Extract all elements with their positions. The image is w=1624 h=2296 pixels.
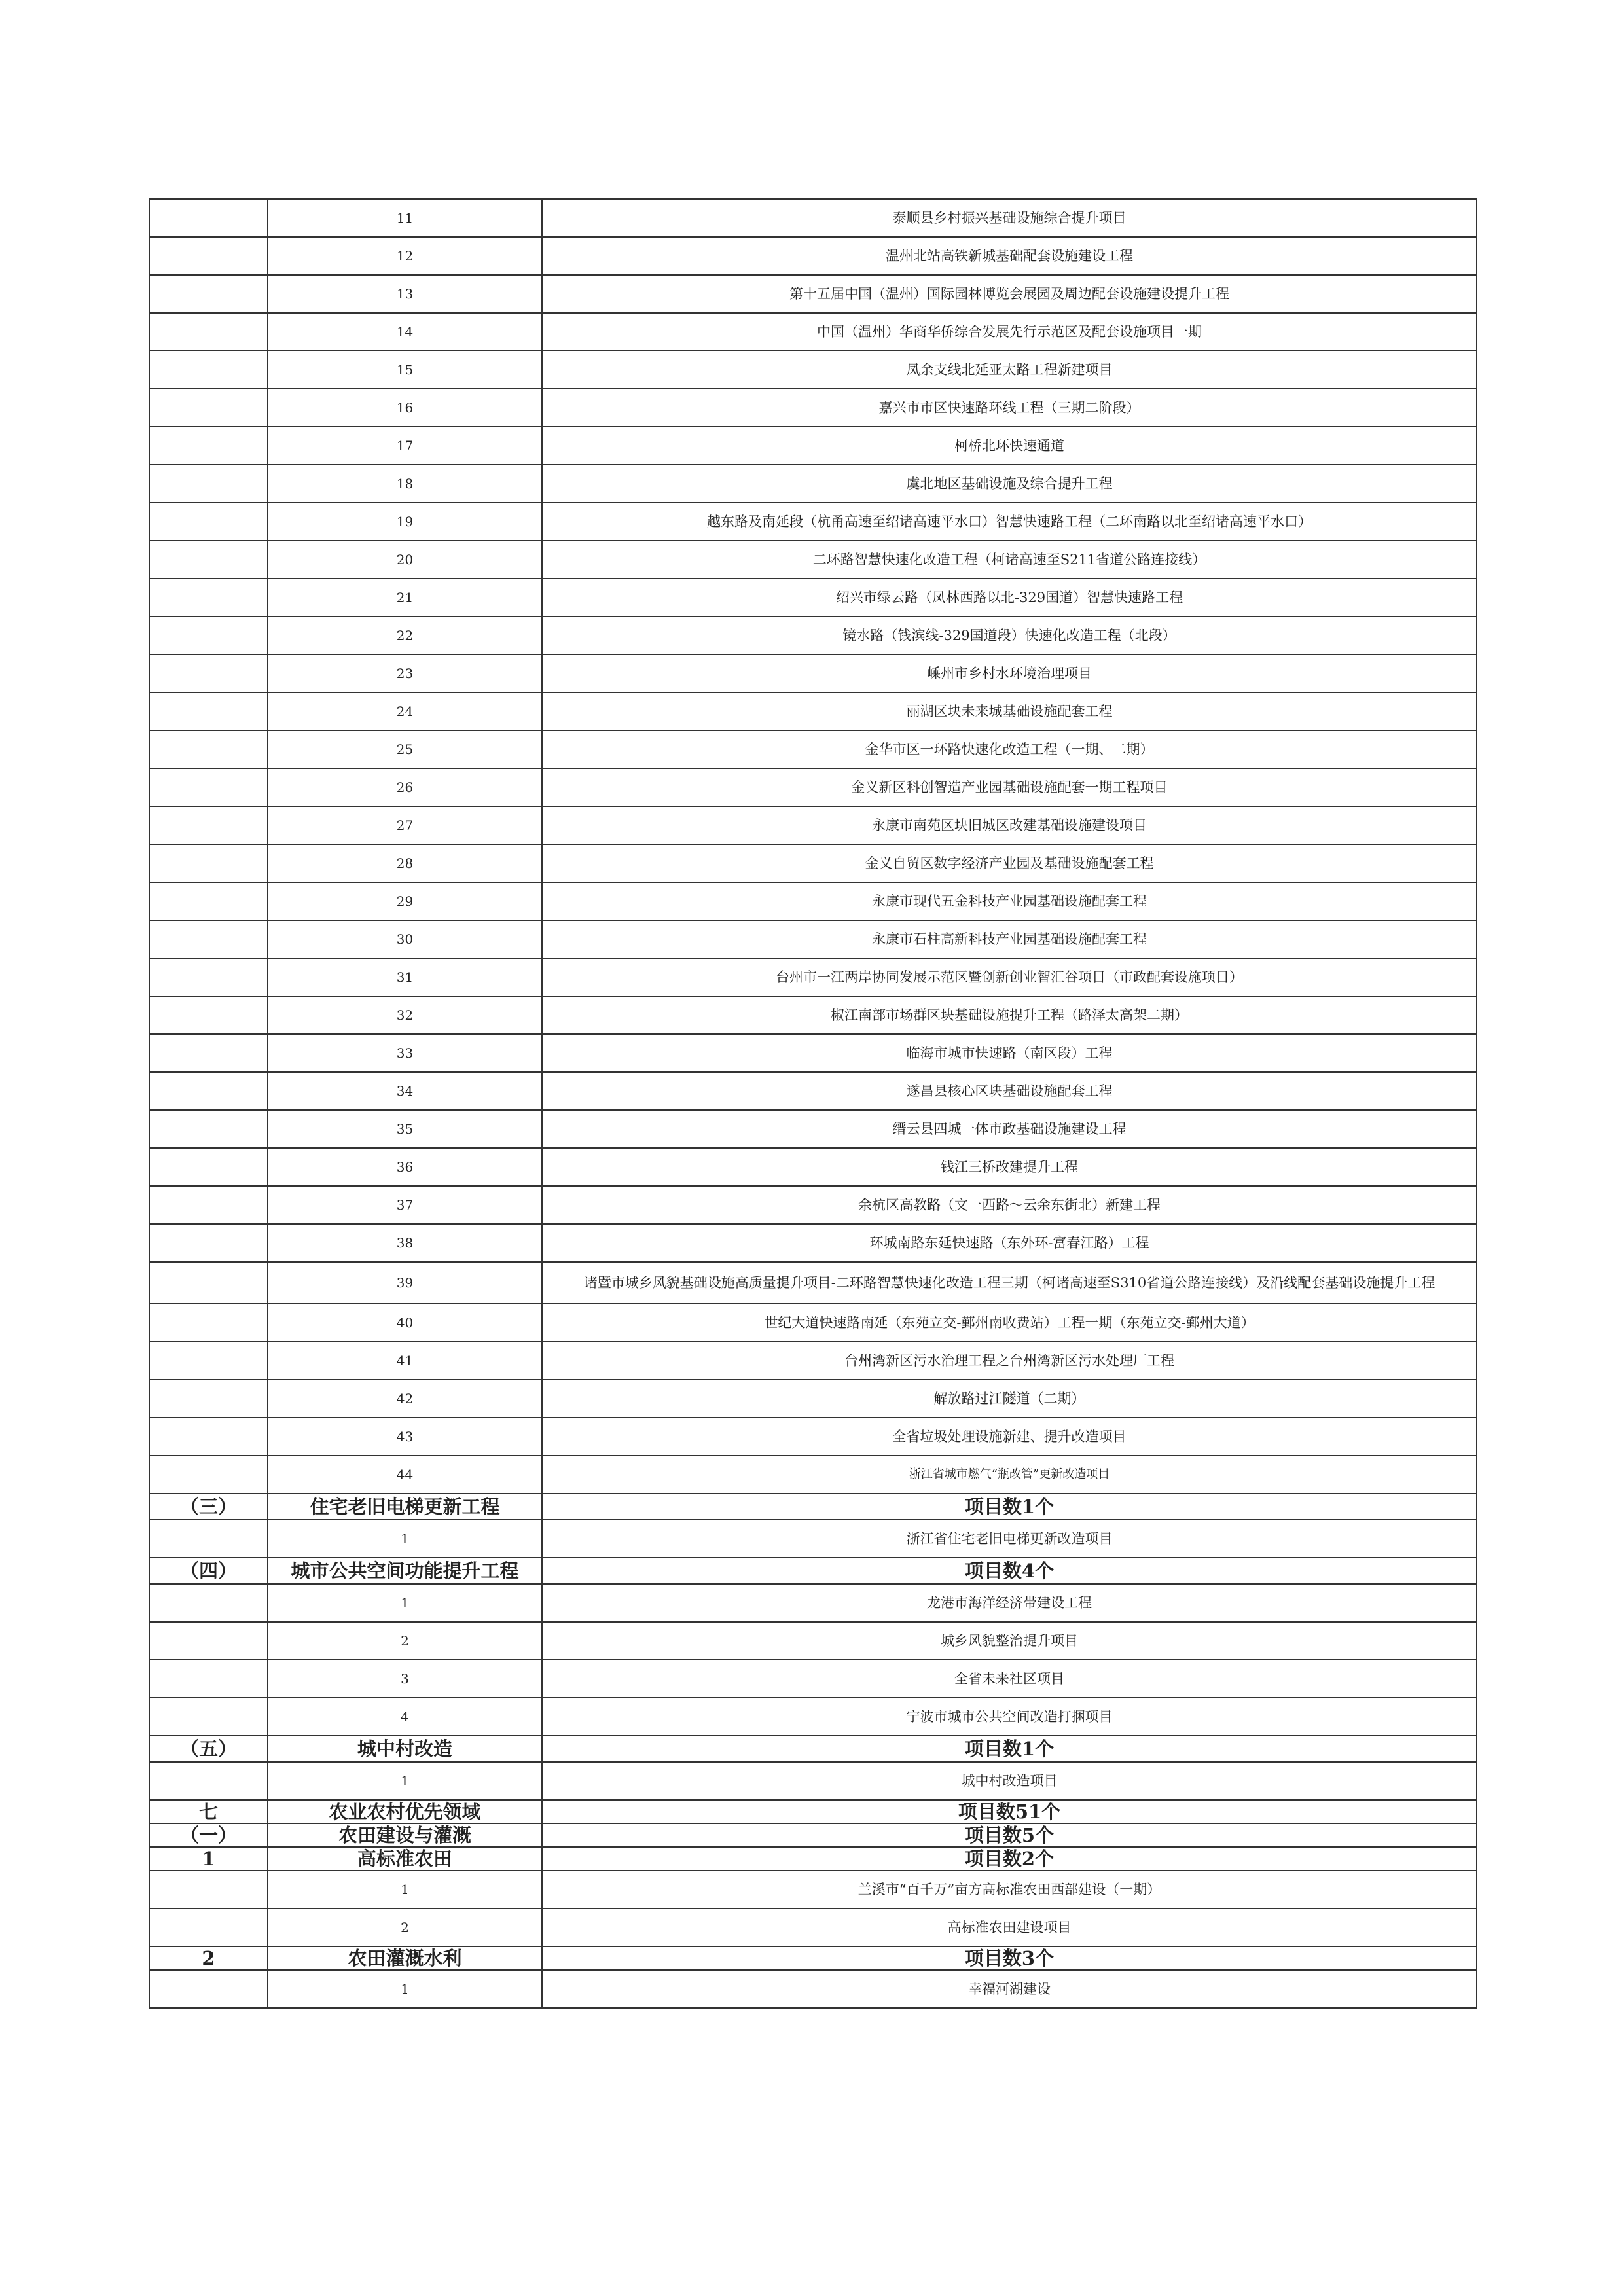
project-name: 解放路过江隧道（二期）: [542, 1380, 1477, 1418]
project-number: 28: [268, 844, 542, 882]
project-number: 17: [268, 427, 542, 465]
project-row: [149, 427, 1477, 465]
project-number: 11: [268, 199, 542, 237]
category-code: （三）: [149, 1494, 268, 1520]
project-name: 二环路智慧快速化改造工程（柯诸高速至S211省道公路连接线）: [542, 541, 1477, 579]
project-name: 嘉兴市市区快速路环线工程（三期二阶段）: [542, 389, 1477, 427]
category-code-cell: [149, 579, 268, 617]
project-row: [149, 1072, 1477, 1110]
project-name: 丽湖区块未来城基础设施配套工程: [542, 692, 1477, 730]
category-code-cell: [149, 655, 268, 692]
project-number: 1: [268, 1584, 542, 1622]
project-number: 34: [268, 1072, 542, 1110]
project-row: [149, 958, 1477, 996]
category-title: 高标准农田: [268, 1847, 542, 1871]
category-code-cell: [149, 1584, 268, 1622]
project-number: 19: [268, 503, 542, 541]
category-code-cell: [149, 996, 268, 1034]
project-name: 兰溪市“百千万”亩方高标准农田西部建设（一期）: [542, 1871, 1477, 1909]
project-name: 高标准农田建设项目: [542, 1909, 1477, 1946]
category-code: 2: [149, 1946, 268, 1970]
category-code-cell: [149, 1262, 268, 1304]
project-number: 38: [268, 1224, 542, 1262]
category-header-row: [149, 1736, 1477, 1762]
project-name: 城乡风貌整治提升项目: [542, 1622, 1477, 1660]
project-name: 台州湾新区污水治理工程之台州湾新区污水处理厂工程: [542, 1342, 1477, 1380]
project-number: 21: [268, 579, 542, 617]
project-name: 遂昌县核心区块基础设施配套工程: [542, 1072, 1477, 1110]
category-code-cell: [149, 465, 268, 503]
category-header-row: [149, 1558, 1477, 1584]
project-name: 泰顺县乡村振兴基础设施综合提升项目: [542, 199, 1477, 237]
project-number: 16: [268, 389, 542, 427]
project-number: 39: [268, 1262, 542, 1304]
project-row: [149, 996, 1477, 1034]
project-number: 40: [268, 1304, 542, 1342]
category-code-cell: [149, 1909, 268, 1946]
project-row: [149, 1148, 1477, 1186]
project-name: 宁波市城市公共空间改造打捆项目: [542, 1698, 1477, 1736]
project-name: 第十五届中国（温州）国际园林博览会展园及周边配套设施建设提升工程: [542, 275, 1477, 313]
project-number: 3: [268, 1660, 542, 1698]
project-row: [149, 617, 1477, 655]
category-code-cell: [149, 541, 268, 579]
project-number: 37: [268, 1186, 542, 1224]
project-row: [149, 199, 1477, 237]
project-number: 1: [268, 1970, 542, 2008]
project-name: 金义新区科创智造产业园基础设施配套一期工程项目: [542, 768, 1477, 806]
category-code-cell: [149, 692, 268, 730]
project-count: 项目数51个: [542, 1800, 1477, 1823]
project-name: 浙江省住宅老旧电梯更新改造项目: [542, 1520, 1477, 1558]
project-number: 23: [268, 655, 542, 692]
category-code-cell: [149, 920, 268, 958]
category-code-cell: [149, 389, 268, 427]
category-code-cell: [149, 351, 268, 389]
project-name: 钱江三桥改建提升工程: [542, 1148, 1477, 1186]
category-code-cell: [149, 503, 268, 541]
category-code: 七: [149, 1800, 268, 1823]
project-number: 42: [268, 1380, 542, 1418]
project-number: 13: [268, 275, 542, 313]
project-table-body: [149, 199, 1477, 2008]
project-number: 44: [268, 1456, 542, 1494]
project-row: [149, 1224, 1477, 1262]
project-number: 1: [268, 1871, 542, 1909]
project-name: 世纪大道快速路南延（东苑立交-鄞州南收费站）工程一期（东苑立交-鄞州大道）: [542, 1304, 1477, 1342]
category-header-row: [149, 1946, 1477, 1970]
project-table: [149, 198, 1477, 2009]
project-name: 虞北地区基础设施及综合提升工程: [542, 465, 1477, 503]
project-name: 临海市城市快速路（南区段）工程: [542, 1034, 1477, 1072]
project-row: [149, 844, 1477, 882]
project-number: 15: [268, 351, 542, 389]
project-row: [149, 1762, 1477, 1800]
project-count: 项目数3个: [542, 1946, 1477, 1970]
project-number: 27: [268, 806, 542, 844]
project-name: 镜水路（钱滨线-329国道段）快速化改造工程（北段）: [542, 617, 1477, 655]
project-row: [149, 237, 1477, 275]
project-row: [149, 920, 1477, 958]
project-number: 32: [268, 996, 542, 1034]
project-name: 全省未来社区项目: [542, 1660, 1477, 1698]
project-row: [149, 1262, 1477, 1304]
project-row: [149, 730, 1477, 768]
category-title: 农业农村优先领域: [268, 1800, 542, 1823]
category-code-cell: [149, 806, 268, 844]
project-row: [149, 1380, 1477, 1418]
project-table-page: [149, 198, 1476, 2009]
project-name: 绍兴市绿云路（凤林西路以北-329国道）智慧快速路工程: [542, 579, 1477, 617]
project-name: 金义自贸区数字经济产业园及基础设施配套工程: [542, 844, 1477, 882]
project-row: [149, 1660, 1477, 1698]
project-name: 全省垃圾处理设施新建、提升改造项目: [542, 1418, 1477, 1456]
project-name: 永康市石柱高新科技产业园基础设施配套工程: [542, 920, 1477, 958]
project-name: 龙港市海洋经济带建设工程: [542, 1584, 1477, 1622]
project-number: 25: [268, 730, 542, 768]
category-code-cell: [149, 1456, 268, 1494]
category-header-row: [149, 1800, 1477, 1823]
project-count: 项目数1个: [542, 1736, 1477, 1762]
project-name: 嵊州市乡村水环境治理项目: [542, 655, 1477, 692]
project-name: 金华市区一环路快速化改造工程（一期、二期）: [542, 730, 1477, 768]
project-name: 凤余支线北延亚太路工程新建项目: [542, 351, 1477, 389]
project-row: [149, 692, 1477, 730]
category-code-cell: [149, 313, 268, 351]
category-code: （一）: [149, 1823, 268, 1847]
category-code-cell: [149, 768, 268, 806]
project-row: [149, 1698, 1477, 1736]
category-title: 农田灌溉水利: [268, 1946, 542, 1970]
project-name: 城中村改造项目: [542, 1762, 1477, 1800]
project-name: 中国（温州）华商华侨综合发展先行示范区及配套设施项目一期: [542, 313, 1477, 351]
category-code-cell: [149, 1622, 268, 1660]
category-code-cell: [149, 617, 268, 655]
project-count: 项目数4个: [542, 1558, 1477, 1584]
project-number: 22: [268, 617, 542, 655]
project-row: [149, 1456, 1477, 1494]
category-code-cell: [149, 199, 268, 237]
project-number: 24: [268, 692, 542, 730]
category-code-cell: [149, 730, 268, 768]
project-number: 18: [268, 465, 542, 503]
category-header-row: [149, 1494, 1477, 1520]
project-row: [149, 541, 1477, 579]
category-code-cell: [149, 275, 268, 313]
project-number: 31: [268, 958, 542, 996]
project-row: [149, 275, 1477, 313]
project-row: [149, 351, 1477, 389]
project-number: 1: [268, 1762, 542, 1800]
category-code-cell: [149, 1698, 268, 1736]
project-name: 永康市南苑区块旧城区改建基础设施建设项目: [542, 806, 1477, 844]
project-count: 项目数2个: [542, 1847, 1477, 1871]
project-name: 椒江南部市场群区块基础设施提升工程（路泽太高架二期）: [542, 996, 1477, 1034]
category-code-cell: [149, 237, 268, 275]
project-name: 浙江省城市燃气“瓶改管”更新改造项目: [542, 1456, 1477, 1494]
project-number: 41: [268, 1342, 542, 1380]
project-name: 缙云县四城一体市政基础设施建设工程: [542, 1110, 1477, 1148]
project-row: [149, 1622, 1477, 1660]
project-row: [149, 768, 1477, 806]
category-code-cell: [149, 1072, 268, 1110]
category-code-cell: [149, 1871, 268, 1909]
project-row: [149, 1186, 1477, 1224]
project-row: [149, 655, 1477, 692]
project-number: 12: [268, 237, 542, 275]
category-code-cell: [149, 958, 268, 996]
project-number: 36: [268, 1148, 542, 1186]
project-number: 2: [268, 1622, 542, 1660]
category-code-cell: [149, 1970, 268, 2008]
category-code-cell: [149, 1660, 268, 1698]
project-number: 2: [268, 1909, 542, 1946]
project-name: 柯桥北环快速通道: [542, 427, 1477, 465]
project-row: [149, 806, 1477, 844]
category-code-cell: [149, 1034, 268, 1072]
project-number: 14: [268, 313, 542, 351]
project-row: [149, 503, 1477, 541]
project-row: [149, 1110, 1477, 1148]
project-name: 越东路及南延段（杭甬高速至绍诸高速平水口）智慧快速路工程（二环南路以北至绍诸高速平水口）: [542, 503, 1477, 541]
category-code-cell: [149, 1148, 268, 1186]
project-number: 43: [268, 1418, 542, 1456]
project-row: [149, 579, 1477, 617]
category-code: （四）: [149, 1558, 268, 1584]
project-name: 环城南路东延快速路（东外环-富春江路）工程: [542, 1224, 1477, 1262]
project-name: 幸福河湖建设: [542, 1970, 1477, 2008]
project-number: 1: [268, 1520, 542, 1558]
category-title: 农田建设与灌溉: [268, 1823, 542, 1847]
project-number: 33: [268, 1034, 542, 1072]
category-header-row: [149, 1847, 1477, 1871]
category-code-cell: [149, 1186, 268, 1224]
category-code-cell: [149, 427, 268, 465]
project-number: 35: [268, 1110, 542, 1148]
project-row: [149, 465, 1477, 503]
project-row: [149, 1034, 1477, 1072]
project-row: [149, 882, 1477, 920]
category-code-cell: [149, 1110, 268, 1148]
category-code: （五）: [149, 1736, 268, 1762]
category-code-cell: [149, 1762, 268, 1800]
project-row: [149, 1418, 1477, 1456]
project-row: [149, 389, 1477, 427]
project-name: 余杭区高教路（文一西路～云余东街北）新建工程: [542, 1186, 1477, 1224]
project-name: 诸暨市城乡风貌基础设施高质量提升项目-二环路智慧快速化改造工程三期（柯诸高速至S310省道公路连接线）及沿线配套基础设施提升工程: [542, 1262, 1477, 1304]
category-code-cell: [149, 1304, 268, 1342]
project-count: 项目数5个: [542, 1823, 1477, 1847]
project-row: [149, 1909, 1477, 1946]
project-number: 30: [268, 920, 542, 958]
project-name: 台州市一江两岸协同发展示范区暨创新创业智汇谷项目（市政配套设施项目）: [542, 958, 1477, 996]
project-name: 温州北站高铁新城基础配套设施建设工程: [542, 237, 1477, 275]
category-code-cell: [149, 1520, 268, 1558]
category-title: 城中村改造: [268, 1736, 542, 1762]
category-code-cell: [149, 1380, 268, 1418]
project-number: 4: [268, 1698, 542, 1736]
project-number: 26: [268, 768, 542, 806]
project-row: [149, 1304, 1477, 1342]
category-header-row: [149, 1823, 1477, 1847]
category-code-cell: [149, 844, 268, 882]
category-code: 1: [149, 1847, 268, 1871]
project-row: [149, 1342, 1477, 1380]
project-number: 29: [268, 882, 542, 920]
category-code-cell: [149, 1418, 268, 1456]
project-row: [149, 313, 1477, 351]
category-code-cell: [149, 882, 268, 920]
project-name: 永康市现代五金科技产业园基础设施配套工程: [542, 882, 1477, 920]
project-row: [149, 1970, 1477, 2008]
project-row: [149, 1584, 1477, 1622]
category-code-cell: [149, 1342, 268, 1380]
project-row: [149, 1520, 1477, 1558]
category-title: 住宅老旧电梯更新工程: [268, 1494, 542, 1520]
project-row: [149, 1871, 1477, 1909]
project-number: 20: [268, 541, 542, 579]
category-code-cell: [149, 1224, 268, 1262]
category-title: 城市公共空间功能提升工程: [268, 1558, 542, 1584]
project-count: 项目数1个: [542, 1494, 1477, 1520]
